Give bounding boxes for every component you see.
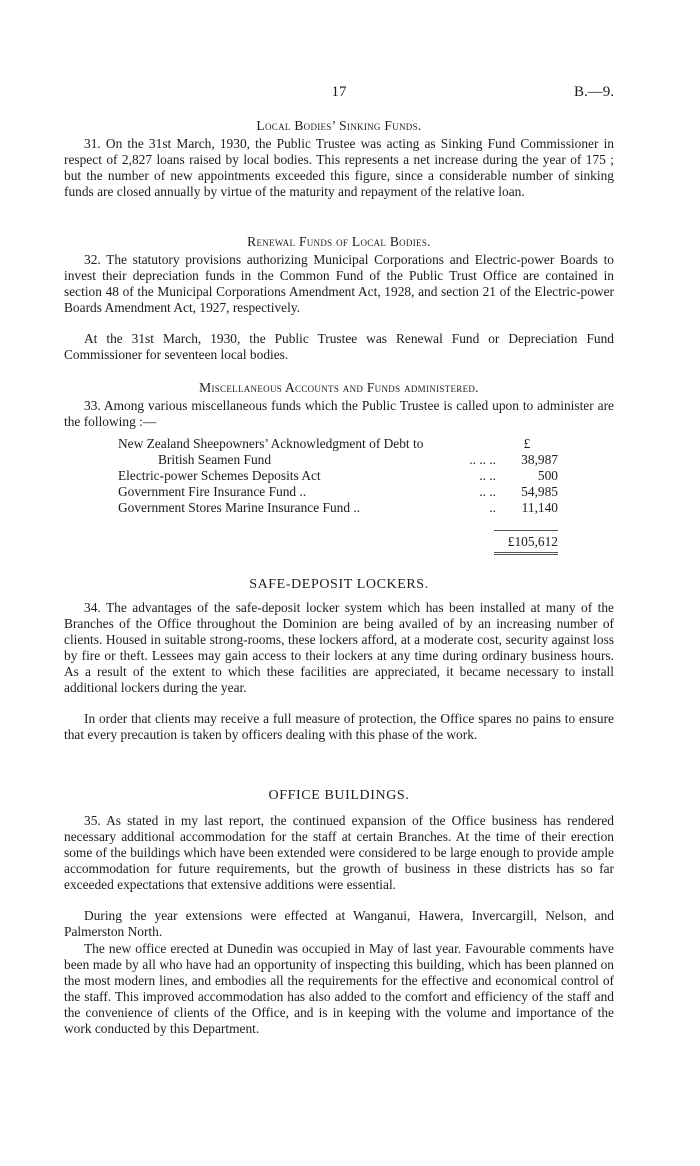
leader-dots: .. .. bbox=[479, 484, 496, 500]
table-row bbox=[118, 452, 558, 468]
leader-dots: .. bbox=[489, 500, 496, 516]
leader-dots: .. .. .. bbox=[469, 452, 496, 468]
leader-dots: .. .. bbox=[479, 468, 496, 484]
paragraph-31: 31. On the 31st March, 1930, the Public Trustee was acting as Sinking Fund Commissioner in respect of 2,827 loans raised by local bodies. This represents a net increase during the year of 175 ; but the number of new appointments exceeded this figure, since a considerable number of sinking funds are closed annually by virtue of the maturity and repayment of the relative loan. bbox=[64, 136, 614, 200]
paragraph-34-continued: In order that clients may receive a full measure of protection, the Office spares no pains to ensure that every precaution is taken by officers dealing with this phase of the work. bbox=[64, 711, 614, 743]
heading-safe-deposit-lockers: SAFE-DEPOSIT LOCKERS. bbox=[249, 577, 429, 592]
paragraph-35-dunedin: The new office erected at Dunedin was occupied in May of last year. Favourable comments have been made by all who have had an opportunity of inspecting this building, which has been planned on the most modern lines, and embodies all the requirements for the effective and economical control of the staff. This improved accommodation has also added to the comfort and efficiency of the staff and the convenience of clients of the Office, and is in keeping with the volume and importance of the work conducted by this Department. bbox=[64, 941, 614, 1037]
table-row bbox=[118, 436, 558, 452]
currency-symbol: £ bbox=[523, 436, 531, 451]
fund-label: Government Fire Insurance Fund .. bbox=[118, 484, 307, 500]
fund-amount: 11,140 bbox=[521, 500, 558, 516]
paragraph-34: 34. The advantages of the safe-deposit locker system which has been installed at many of the Branches of the Office throughout the Dominion are being availed of by an increasing number of clients. Housed in suitable strong-rooms, these lockers afford, at a moderate cost, security against loss by fire or theft. Lessees may gain access to their lockers at any time during ordinary business hours. As a result of the extent to which these facilities are appreciated, it became necessary to install additional lockers during the year. bbox=[64, 600, 614, 696]
fund-label: Electric-power Schemes Deposits Act bbox=[118, 468, 321, 484]
fund-label: Government Stores Marine Insurance Fund .. bbox=[118, 500, 361, 516]
fund-label: New Zealand Sheepowners’ Acknowledgment of Debt to bbox=[118, 436, 424, 451]
heading-office-buildings: OFFICE BUILDINGS. bbox=[268, 788, 410, 803]
fund-amount: 38,987 bbox=[521, 452, 558, 468]
heading-sinking-funds: Local Bodies’ Sinking Funds. bbox=[256, 118, 422, 133]
page-number: 17 bbox=[331, 84, 347, 100]
page-header bbox=[64, 84, 614, 104]
fund-label: British Seamen Fund bbox=[158, 452, 272, 468]
document-reference: B.—9. bbox=[573, 84, 614, 100]
fund-amount: 500 bbox=[537, 468, 558, 484]
funds-total: £105,612 bbox=[494, 530, 558, 550]
table-row bbox=[118, 500, 558, 516]
table-row bbox=[118, 484, 558, 500]
paragraph-33: 33. Among various miscellaneous funds which the Public Trustee is called upon to administer are the following :— bbox=[64, 398, 614, 430]
fund-amount: 54,985 bbox=[521, 484, 558, 500]
paragraph-35: 35. As stated in my last report, the continued expansion of the Office business has rendered necessary additional accommodation for the staff at certain Branches. At the time of their erection some of the buildings which have been extended were considered to be large enough to provide ample accommodation for future requirements, but the growth of business in these districts has so far exceeded expectations that extensive additions were essential. bbox=[64, 813, 614, 893]
paragraph-32: 32. The statutory provisions authorizing Municipal Corporations and Electric-power Boards to invest their depreciation funds in the Common Fund of the Public Trust Office are contained in section 48 of the Municipal Corporations Amendment Act, 1928, and section 21 of the Electric-power Boards Amendment Act, 1927, respectively. bbox=[64, 252, 614, 316]
funds-table bbox=[118, 436, 558, 516]
heading-misc-accounts: Miscellaneous Accounts and Funds administered. bbox=[199, 380, 479, 395]
paragraph-35-extensions: During the year extensions were effected at Wanganui, Hawera, Invercargill, Nelson, and Palmerston North. bbox=[64, 908, 614, 940]
paragraph-32-continued: At the 31st March, 1930, the Public Trustee was Renewal Fund or Depreciation Fund Commissioner for seventeen local bodies. bbox=[64, 331, 614, 363]
table-row bbox=[118, 468, 558, 484]
heading-renewal-funds: Renewal Funds of Local Bodies. bbox=[247, 234, 431, 249]
